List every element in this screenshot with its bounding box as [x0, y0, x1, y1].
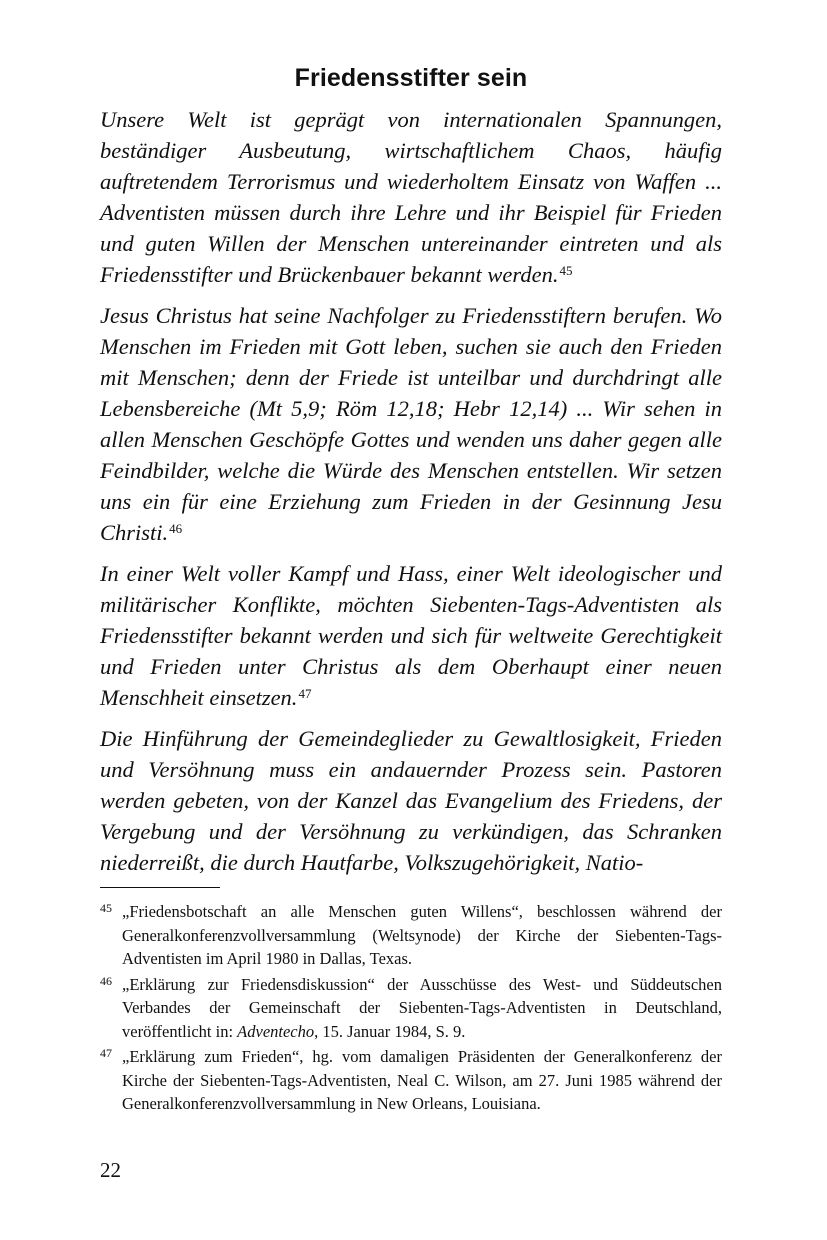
footnote-text: „Erklärung zur Friedensdiskussion“ der Ausschüsse des West- und Süddeutschen Verbandes der Gemeinschaft der Siebenten-Tags-Adventisten in Deutschland, veröffentlicht in:	[122, 974, 722, 1041]
footnote-ref-47[interactable]: 47	[298, 686, 312, 701]
page-title: Friedensstifter sein	[294, 64, 528, 92]
publication-title: Adventecho	[237, 1021, 315, 1041]
paragraph-1	[100, 104, 722, 290]
footnote-ref-46[interactable]: 46	[169, 521, 183, 536]
footnote-divider	[100, 887, 220, 888]
paragraph-text: In einer Welt voller Kampf und Hass, einer Welt ideologischer und militärischer Konflikte, möchten Siebenten-Tags-Adventisten als Friedensstifter bekannt werden und sich für weltweite Gerechtigkeit und Frieden unter Christus als dem Oberhaupt einer neuen Menschheit einsetzen.	[100, 561, 722, 710]
page-number: 22	[100, 1158, 121, 1182]
footnote-number: 46	[100, 973, 112, 988]
footnote-number: 45	[100, 901, 112, 915]
footnote-number: 47	[100, 1046, 112, 1060]
paragraph-4	[100, 723, 722, 878]
footnote-text: „Erklärung zum Frieden“, hg. vom damaligen Präsidenten der Generalkonferenz der Kirche der Siebenten-Tags-Adventisten, Neal C. Wilson, am 27. Juni 1985 während der Generalkonferenzvollversammlung in New Orleans, Louisiana.	[122, 1047, 722, 1113]
footnote-46	[100, 973, 722, 1044]
page-body	[100, 60, 722, 888]
footnote-ref-45[interactable]: 45	[559, 263, 573, 278]
paragraph-text: Jesus Christus hat seine Nachfolger zu Friedensstiftern berufen. Wo Menschen im Frieden mit Gott leben, suchen sie auch den Frieden mit Menschen; denn der Friede ist unteilbar und durchdringt alle Lebensbereiche (Mt 5,9; Röm 12,18; Hebr 12,14) ... Wir sehen in allen Menschen Geschöpfe Gottes und wenden uns daher gegen alle Feindbilder, welche die Würde des Menschen entstellen. Wir setzen uns ein für eine Erziehung zum Frieden in der Gesinnung Jesu Christi.	[100, 303, 722, 545]
paragraph-text: Unsere Welt ist geprägt von internationalen Spannungen, beständiger Ausbeutung, wirtschaftlichem Chaos, häufig auftretendem Terrorismus und wiederholtem Einsatz von Waffen ... Adventisten müssen durch ihre Lehre und ihr Beispiel für Frieden und guten Willen der Menschen untereinander eintreten und als Friedensstifter und Brückenbauer bekannt werden.	[100, 107, 722, 287]
footnote-text: „Friedensbotschaft an alle Menschen guten Willens“, beschlossen während der Generalkonferenzvollversammlung (Weltsynode) der Kirche der Siebenten-Tags-Adventisten im April 1980 in Dallas, Texas.	[122, 902, 722, 968]
paragraph-2	[100, 300, 722, 548]
footnote-45	[100, 900, 722, 971]
footnotes	[100, 900, 722, 1118]
footnote-47	[100, 1045, 722, 1116]
paragraph-text: Die Hinführung der Gemeindeglieder zu Gewaltlosigkeit, Frieden und Versöhnung muss ein andauernder Prozess sein. Pastoren werden gebeten, von der Kanzel das Evangelium des Friedens, der Vergebung und der Versöhnung zu verkündigen, das Schranken niederreißt, die durch Hautfarbe, Volkszugehörigkeit, Natio-	[100, 726, 722, 875]
footnote-text-end: , 15. Januar 1984, S. 9.	[314, 1021, 466, 1041]
paragraph-3	[100, 558, 722, 713]
